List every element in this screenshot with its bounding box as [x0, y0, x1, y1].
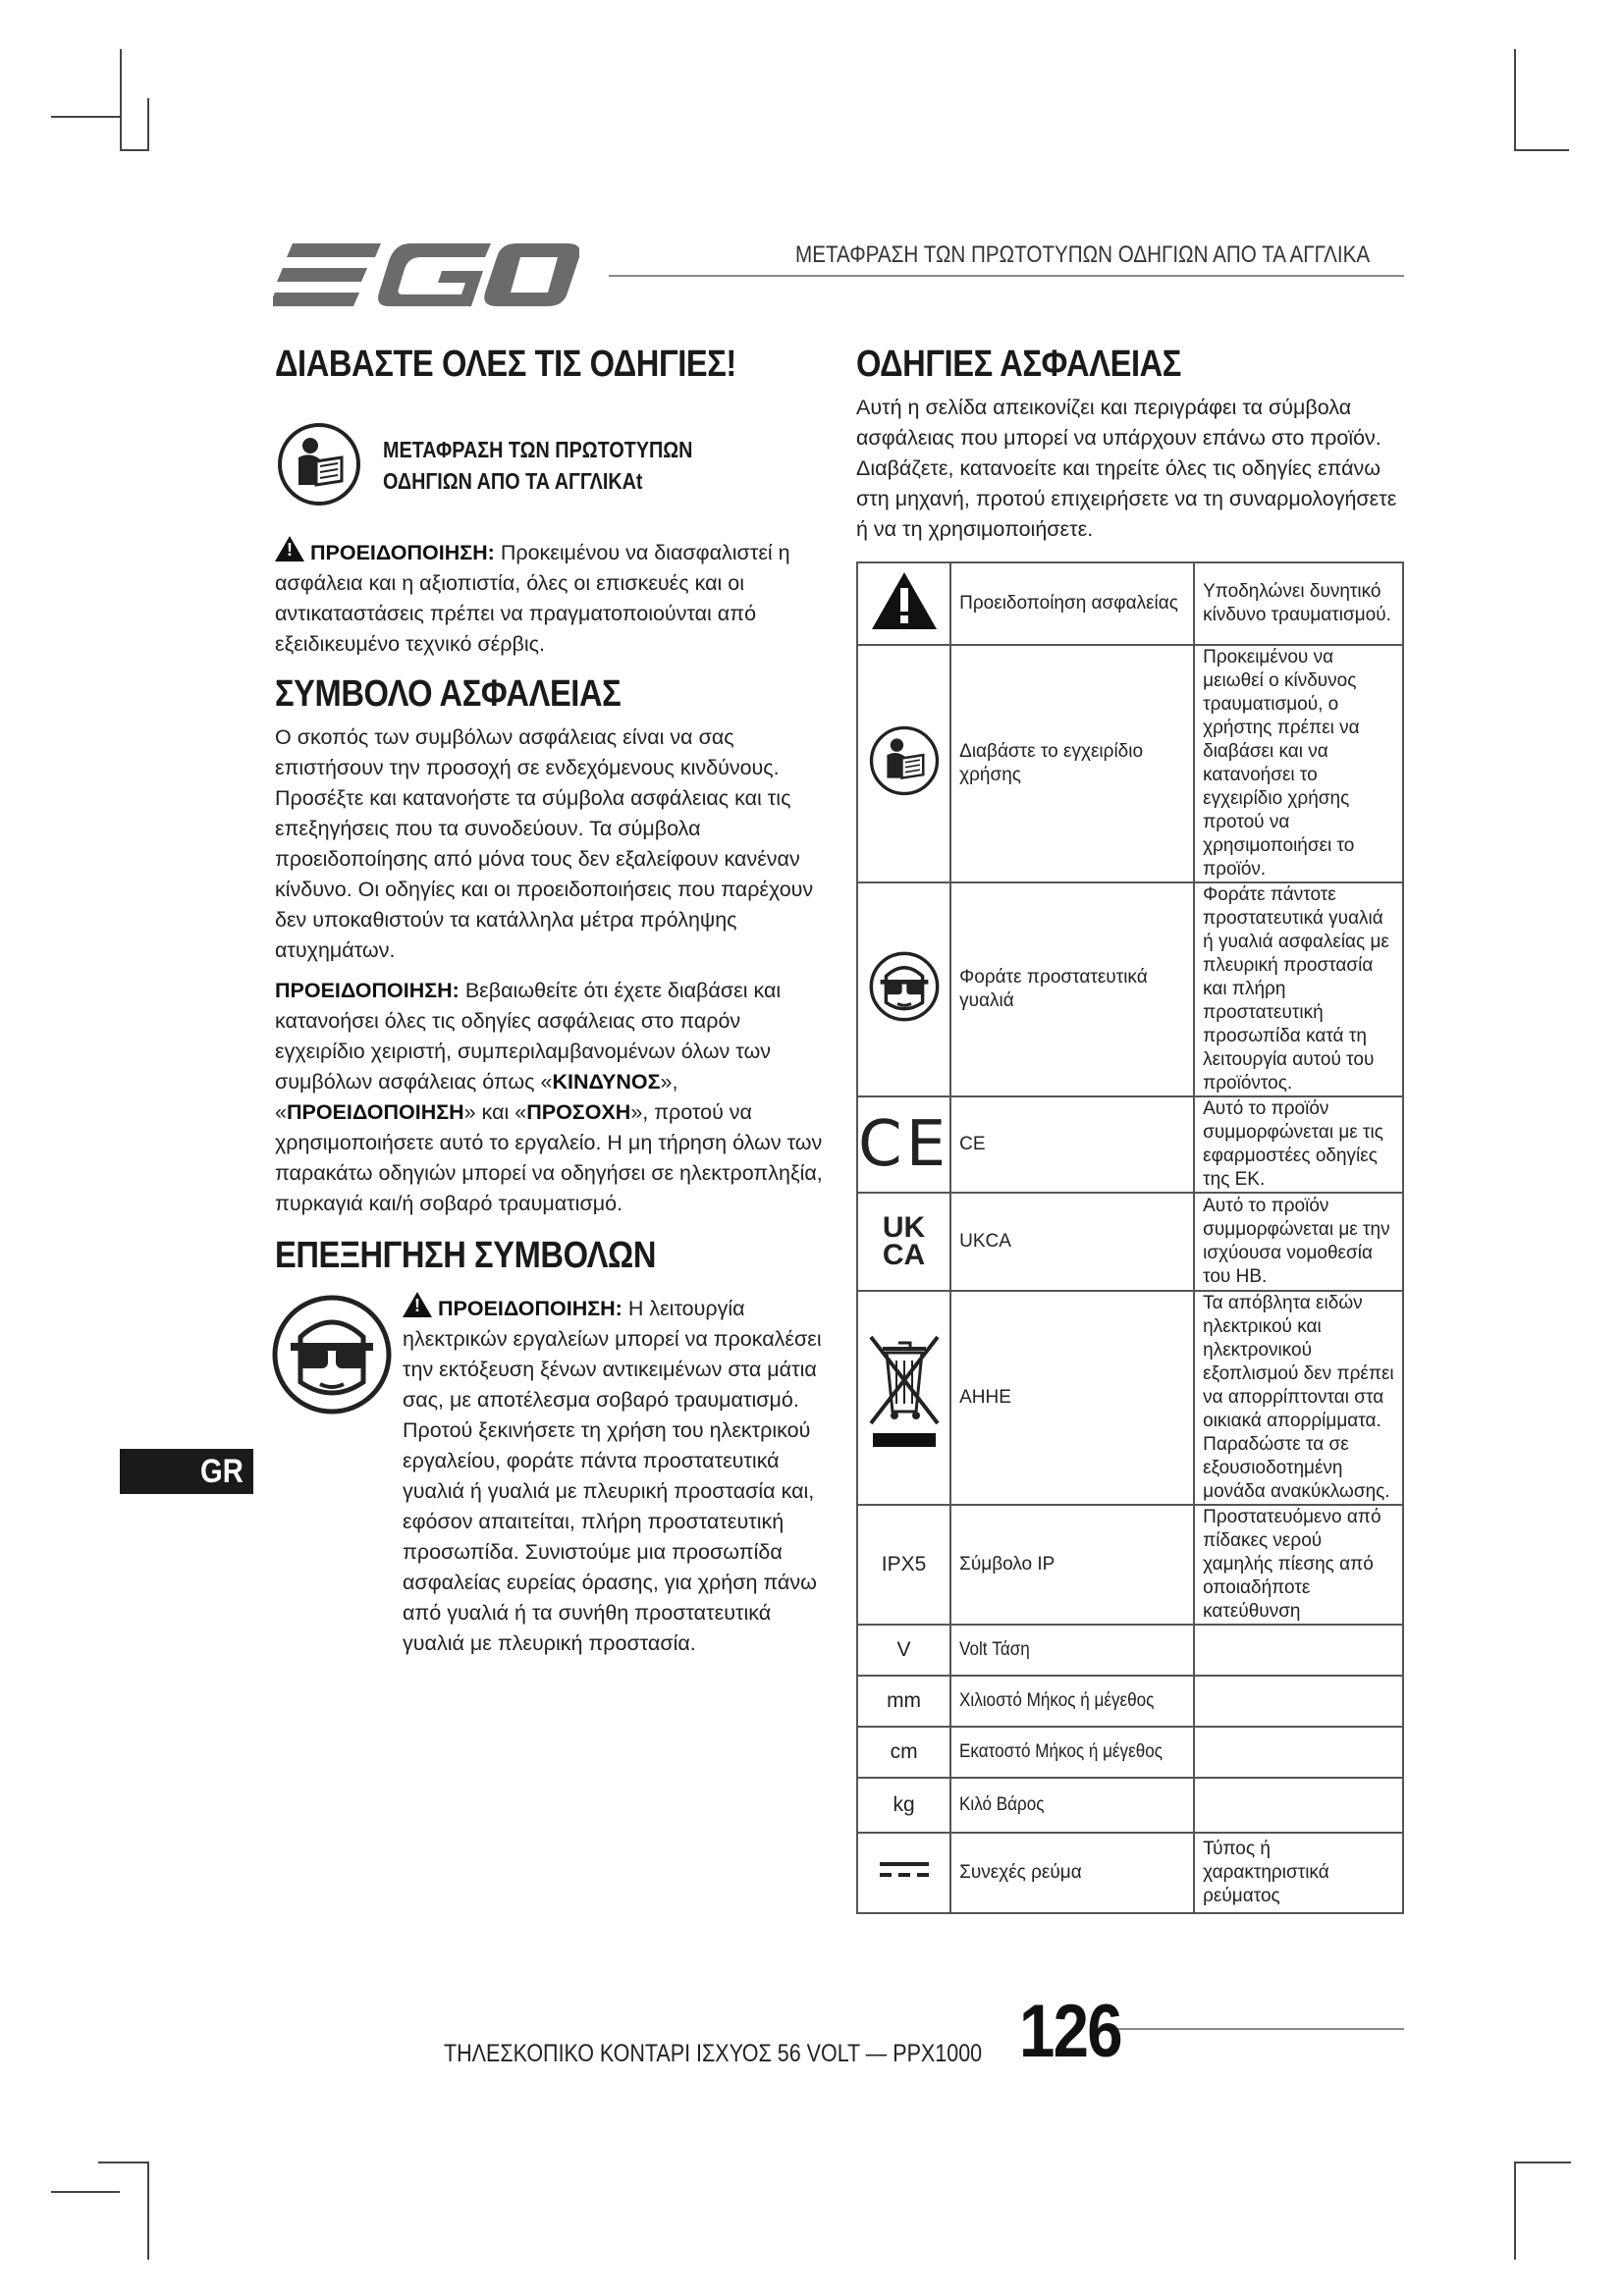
- symbol-name: [950, 1676, 1194, 1727]
- read-manual-icon: [857, 645, 950, 882]
- read-manual-icon: [277, 422, 361, 507]
- symbol-name: Σύμβολο IP: [950, 1505, 1194, 1625]
- table-row: [857, 1676, 1403, 1727]
- symbol-name: Συνεχές ρεύμα: [950, 1833, 1194, 1913]
- warning-label: ΠΡΟΕΙΔΟΠΟΙΗΣΗ:: [275, 979, 460, 1002]
- warning-triangle-icon: [403, 1292, 432, 1317]
- symbol-description: Προστατευόμενο από πίδακες νερού χαμηλής πίεσης από οποιαδήποτε κατεύθυνση: [1194, 1505, 1403, 1625]
- ego-logo: [273, 240, 579, 310]
- warning-label: ΠΡΟΕΙΔΟΠΟΙΗΣΗ:: [438, 1297, 623, 1320]
- language-tab-label: GR: [200, 1453, 244, 1490]
- read-all-heading: ΔΙΑΒΑΣΤΕ ΟΛΕΣ ΤΙΣ ΟΔΗΓΙΕΣ!: [275, 344, 736, 385]
- symbol-description: Τα απόβλητα ειδών ηλεκτρικού και ηλεκτρονικού εξοπλισμού δεν πρέπει να απορρίπτονται στα οικιακά απορρίμματα. Παραδώστε τα σε εξουσιοδοτημένη μονάδα ανακύκλωσης.: [1194, 1291, 1403, 1505]
- safety-instructions-heading: ΟΔΗΓΙΕΣ ΑΣΦΑΛΕΙΑΣ: [856, 344, 1181, 385]
- symbol-description: [1194, 1778, 1403, 1833]
- warning-paragraph-2: [275, 976, 825, 1219]
- translation-note-line1: ΜΕΤΑΦΡΑΣΗ ΤΩΝ ΠΡΩΤΟΤΥΠΩΝ: [383, 437, 693, 462]
- ukca-mark-bottom: CA: [882, 1239, 926, 1271]
- symbol-description: Αυτό το προϊόν συμμορφώνεται με την ισχύουσα νομοθεσία του ΗΒ.: [1194, 1193, 1403, 1291]
- symbol-description: Τύπος ή χαρακτηριστικά ρεύματος: [1194, 1833, 1403, 1913]
- warning-paragraph-1: [275, 536, 825, 660]
- symbol-name: ΑΗΗΕ: [950, 1291, 1194, 1505]
- table-row: [857, 1193, 1403, 1291]
- symbol-name: [950, 1778, 1194, 1833]
- symbol-name-text: Volt Τάση: [959, 1639, 1030, 1660]
- symbol-name: CE: [950, 1096, 1194, 1193]
- table-row: [857, 1291, 1403, 1505]
- table-row: [857, 562, 1403, 645]
- warning-text: Προκειμένου να διασφαλιστεί η ασφάλεια και η αξιοπιστία, όλες οι επισκευές και οι αντικαταστάσεις πρέπει να πραγματοποιούνται από εξειδικευμένο τεχνικό σέρβις.: [275, 541, 790, 656]
- symbol-name: Φοράτε προστατευτικά γυαλιά: [950, 882, 1194, 1096]
- table-row: [857, 645, 1403, 882]
- table-row: [857, 1833, 1403, 1913]
- symbol-name: [950, 1625, 1194, 1676]
- symbol-name: Προειδοποίηση ασφαλείας: [950, 562, 1194, 645]
- header-title: ΜΕΤΑΦΡΑΣΗ ΤΩΝ ΠΡΩΤΟΤΥΠΩΝ ΟΔΗΓΙΩΝ ΑΠΟ ΤΑ ΑΓΓΛΙΚΑ: [795, 241, 1371, 268]
- direct-current-icon: [857, 1833, 950, 1913]
- symbol-description: Υποδηλώνει δυνητικό κίνδυνο τραυματισμού.: [1194, 562, 1403, 645]
- warning-text-part: », προτού να χρησιμοποιήσετε αυτό το εργαλείο. Η μη τήρηση όλων των παρακάτω οδηγιών μπορεί να οδηγήσει σε ηλεκτροπληξία, πυρκαγιά και/ή σοβαρό τραυματισμό.: [275, 1100, 823, 1215]
- warning-text-part: Βεβαιωθείτε ότι έχετε διαβάσει και κατανοήσει όλες τις οδηγίες ασφάλειας στο παρόν εγχειρίδιο χειριστή, συμπεριλαμβανομένων όλων των συμβόλων ασφάλειας όπως «: [275, 979, 782, 1094]
- symbol-description: [1194, 1676, 1403, 1727]
- caution-word: ΠΡΟΣΟΧΗ: [526, 1100, 631, 1124]
- warning-label: ΠΡΟΕΙΔΟΠΟΙΗΣΗ:: [310, 541, 495, 564]
- millimetre-symbol: mm: [857, 1676, 950, 1727]
- symbol-description: [1194, 1727, 1403, 1778]
- centimetre-symbol: cm: [857, 1727, 950, 1778]
- table-row: [857, 1727, 1403, 1778]
- safety-intro-text: Αυτή η σελίδα απεικονίζει και περιγράφει τα σύμβολα ασφάλειας που μπορεί να υπάρχουν επάνω στο προϊόν. Διαβάζετε, κατανοείτε και τηρείτε όλες τις οδηγίες επάνω στη μηχανή, προτού επιχειρήσετε να τη συναρμολογήσετε ή να τη χρησιμοποιήσετε.: [856, 396, 1397, 541]
- symbol-name: Διαβάστε το εγχειρίδιο χρήσης: [950, 645, 1194, 882]
- symbol-name: [950, 1727, 1194, 1778]
- table-row: [857, 1778, 1403, 1833]
- warning-text: Η λειτουργία ηλεκτρικών εργαλείων μπορεί να προκαλέσει την εκτόξευση ξένων αντικειμένων στα μάτια σας, με αποτέλεσμα σοβαρό τραυματισμό. Προτού ξεκινήσετε τη χρήση του ηλεκτρικού εργαλείου, φοράτε πάντα προστατευτικά γυαλιά ή γυαλιά με πλευρική προστασία και, εφόσον απαιτείται, πλήρη προστατευτική προσωπίδα. Συνιστούμε μια προσωπίδα ασφαλείας ευρείας όρασης, για χρήση πάνω από γυαλιά ή τα συνήθη προστατευτικά γυαλιά με πλευρική προστασία.: [403, 1297, 822, 1655]
- footer-product: ΤΗΛΕΣΚΟΠΙΚΟ ΚΟΝΤΑΡΙ ΙΣΧΥΟΣ 56 VOLT — PPX1000: [444, 2040, 983, 2067]
- symbol-description: Προκειμένου να μειωθεί ο κίνδυνος τραυματισμού, ο χρήστης πρέπει να διαβάσει και να κατανοήσει το εγχειρίδιο χρήσης προτού να χρησιμοποιήσει το προϊόν.: [1194, 645, 1403, 882]
- warning-triangle-icon: [857, 562, 950, 645]
- warning-paragraph-3: [403, 1292, 825, 1659]
- symbol-name-text: Κιλό Βάρος: [959, 1794, 1045, 1815]
- warning-text-part: » και «: [463, 1100, 527, 1124]
- ce-mark-text: CE: [858, 1108, 950, 1181]
- safety-glasses-icon: [271, 1294, 393, 1415]
- symbol-name-text: Εκατοστό Μήκος ή μέγεθος: [959, 1741, 1164, 1762]
- safety-glasses-icon: [857, 882, 950, 1096]
- weee-bin-icon: [857, 1291, 950, 1505]
- symbol-description: Αυτό το προϊόν συμμορφώνεται με τις εφαρμοστέες οδηγίες της ΕΚ.: [1194, 1096, 1403, 1193]
- footer-rule: [1110, 2028, 1404, 2030]
- ukca-mark-top: UK: [882, 1211, 926, 1244]
- ukca-mark-icon: [857, 1193, 950, 1291]
- symbol-table: [856, 561, 1404, 1914]
- safety-symbol-heading: ΣΥΜΒΟΛΟ ΑΣΦΑΛΕΙΑΣ: [275, 673, 622, 715]
- table-row: [857, 882, 1403, 1096]
- header-rule: [609, 275, 1404, 277]
- kilogram-symbol: kg: [857, 1778, 950, 1833]
- safety-symbol-text: Ο σκοπός των συμβόλων ασφάλειας είναι να σας επιστήσουν την προσοχή σε ενδεχόμενους κινδύνους. Προσέξτε και κατανοήστε τα σύμβολα ασφάλειας και τις επεξηγήσεις που τα συνοδεύουν. Τα σύμβολα προειδοποίησης από μόνα τους δεν εξαλείφουν κανέναν κίνδυνο. Οι οδηγίες και οι προειδοποιήσεις που παρέχουν δεν υποκαθιστούν τα κατάλληλα μέτρα πρόληψης ατυχημάτων.: [275, 725, 814, 962]
- warning-triangle-icon: [275, 536, 304, 561]
- symbol-explanation-heading: ΕΠΕΞΗΓΗΣΗ ΣΥΜΒΟΛΩΝ: [275, 1235, 656, 1276]
- warning-word: ΠΡΟΕΙΔΟΠΟΙΗΣΗ: [286, 1100, 464, 1124]
- ce-mark-icon: [857, 1096, 950, 1193]
- warning-text-part: », «: [275, 1070, 678, 1124]
- symbol-name-text: Χιλιοστό Μήκος ή μέγεθος: [959, 1690, 1155, 1711]
- translation-note-line2: ΟΔΗΓΙΩΝ ΑΠΟ ΤΑ ΑΓΓΛΙΚΑt: [383, 468, 643, 494]
- table-row: [857, 1096, 1403, 1193]
- danger-word: ΚΙΝΔΥΝΟΣ: [552, 1070, 661, 1094]
- page-number: 126: [1019, 1990, 1121, 2073]
- ip-rating-symbol: IPX5: [857, 1505, 950, 1625]
- symbol-description: [1194, 1625, 1403, 1676]
- language-tab: [120, 1449, 253, 1494]
- table-row: [857, 1625, 1403, 1676]
- symbol-description: Φοράτε πάντοτε προστατευτικά γυαλιά ή γυαλιά ασφαλείας με πλευρική προστασία και πλήρη προστατευτική προσωπίδα κατά τη λειτουργία αυτού του προϊόντος.: [1194, 882, 1403, 1096]
- symbol-name: UKCA: [950, 1193, 1194, 1291]
- table-row: [857, 1505, 1403, 1625]
- volt-symbol: V: [857, 1625, 950, 1676]
